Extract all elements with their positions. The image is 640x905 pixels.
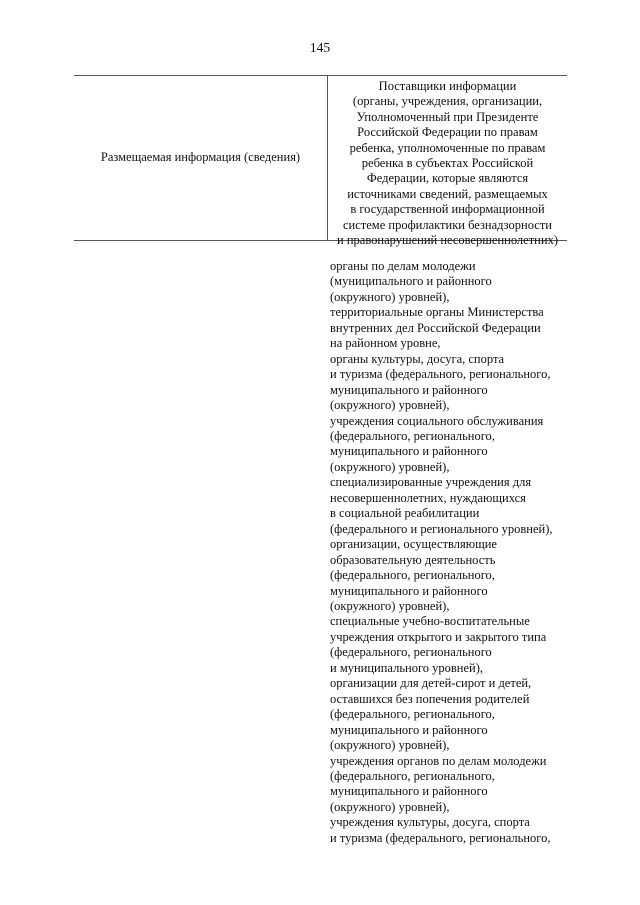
provider-list-line: (федерального, регионального,	[330, 428, 495, 443]
provider-list-line: специальные учебно-воспитательные	[330, 614, 530, 629]
header-providers-line: Федерации, которые являются	[366, 171, 529, 186]
provider-list-line: (окружного) уровней),	[330, 398, 450, 413]
header-providers-line: и правонарушений несовершеннолетних)	[337, 233, 558, 248]
provider-list-line: (окружного) уровней),	[330, 459, 450, 474]
provider-list-line: на районном уровне,	[330, 336, 441, 351]
provider-list-line: (окружного) уровней),	[330, 738, 450, 753]
provider-list-line: территориальные органы Министерства	[330, 305, 544, 320]
table-top-rule	[74, 75, 567, 76]
provider-list-line: (федерального, регионального	[330, 645, 492, 660]
provider-list-line: внутренних дел Российской Федерации	[330, 320, 541, 335]
header-providers-line: Уполномоченный при Президенте	[356, 109, 539, 124]
provider-list-line: муниципального и районного	[330, 382, 488, 397]
provider-list-line: учреждения социального обслуживания	[330, 413, 544, 428]
header-providers-line: ребенка, уполномоченные по правам	[349, 140, 546, 155]
provider-list-line: и туризма (федерального, регионального,	[330, 367, 551, 382]
provider-list-line: (федерального, регионального,	[330, 768, 495, 783]
page-number: 145	[309, 40, 331, 55]
provider-list-line: оставшихся без попечения родителей	[330, 691, 530, 706]
provider-list-line: образовательную деятельность	[330, 552, 496, 567]
header-providers-column	[328, 79, 567, 248]
provider-list-line: (муниципального и районного	[330, 274, 492, 289]
provider-list-line: (окружного) уровней),	[330, 598, 450, 613]
providers-list	[330, 259, 566, 846]
header-providers-line: Поставщики информации	[378, 79, 517, 93]
provider-list-line: муниципального и районного	[330, 722, 488, 737]
provider-list-line: учреждения открытого и закрытого типа	[330, 629, 547, 644]
header-providers-line: (органы, учреждения, организации,	[352, 94, 543, 109]
provider-list-line: несовершеннолетних, нуждающихся	[330, 490, 526, 505]
provider-list-line: муниципального и районного	[330, 583, 488, 598]
provider-list-line: и муниципального уровней),	[330, 660, 484, 675]
header-providers-line: Российской Федерации по правам	[357, 125, 538, 140]
header-providers-line: ребенка в субъектах Российской	[361, 156, 534, 171]
provider-list-line: специализированные учреждения для	[330, 475, 532, 490]
header-providers-line: системе профилактики безнадзорности	[343, 217, 552, 232]
provider-list-line: организации, осуществляющие	[330, 537, 497, 552]
provider-list-line: учреждения культуры, досуга, спорта	[330, 815, 530, 830]
provider-list-line: органы по делам молодежи	[330, 259, 476, 273]
header-providers-line: в государственной информационной	[350, 202, 545, 217]
provider-list-line: (федерального и регионального уровней),	[330, 521, 553, 536]
provider-list-line: муниципального и районного	[330, 444, 488, 459]
provider-list-line: в социальной реабилитации	[330, 506, 480, 521]
provider-list-line: учреждения органов по делам молодежи	[330, 753, 547, 768]
provider-list-line: и туризма (федерального, регионального,	[330, 830, 551, 845]
provider-list-line: муниципального и районного	[330, 784, 488, 799]
provider-list-line: (окружного) уровней),	[330, 799, 450, 814]
provider-list-line: органы культуры, досуга, спорта	[330, 351, 505, 366]
provider-list-line: организации для детей-сирот и детей,	[330, 676, 532, 691]
header-providers-line: источниками сведений, размещаемых	[347, 186, 548, 201]
header-info-column: Размещаемая информация (сведения)	[100, 150, 301, 164]
provider-list-line: (окружного) уровней),	[330, 289, 450, 304]
provider-list-line: (федерального, регионального,	[330, 568, 495, 583]
provider-list-line: (федерального, регионального,	[330, 707, 495, 722]
